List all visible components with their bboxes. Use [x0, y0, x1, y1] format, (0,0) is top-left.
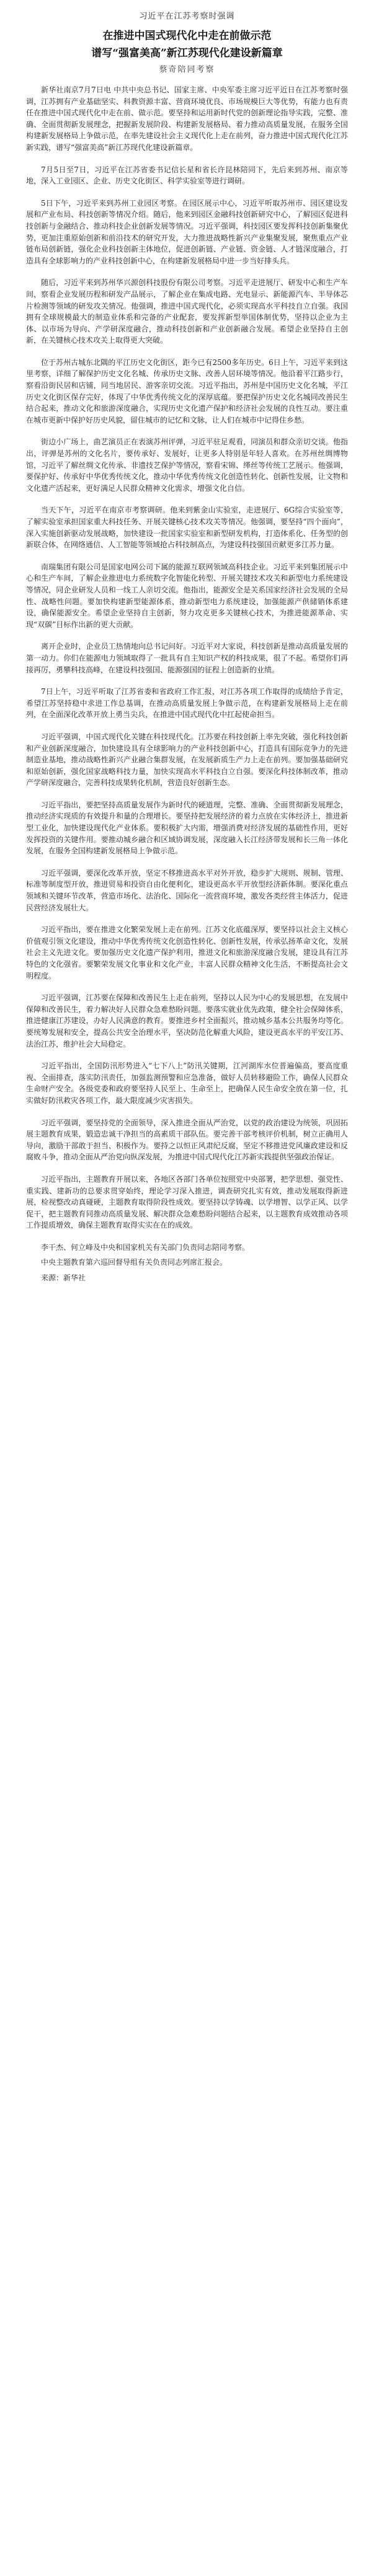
paragraph: 7月5日至7日，习近平在江苏省委书记信长星和省长许昆林陪同下，先后来到苏州、南京等地，深入工业园区、企业、历史文化街区、科学实验室等进行调研。 — [26, 165, 348, 186]
paragraph: 习近平指出，要在推进文化繁荣发展上走在前列。江苏文化底蕴深厚，要坚持以社会主义核心价值观引领文化建设，推动中华优秀传统文化创造性转化、创新性发展，传承弘扬革命文化，发展社会主义先进文化。要加强历史文化遗产保护利用，推进文化和旅游深度融合发展，建设具有江苏特色的文化强省。要繁荣发展文化事业和文化产业，丰富人民群众精神文化生活，不断提高社会文明程度。 — [26, 925, 348, 980]
paragraph: 习近平强调，要深化改革开放，坚定不移推进高水平对外开放，稳步扩大规则、规制、管理、标准等制度型开放，推进贸易和投资自由化便利化，建设更高水平开放型经济新体制。要深化重点领域和关键环节改革，营造市场化、法治化、国际化一流营商环境，激发各类经营主体活力，促进民营经济发展壮大。 — [26, 868, 348, 912]
article-source: 来源：新华社 — [41, 1273, 86, 1283]
article-body — [26, 84, 348, 1284]
article-byline: 蔡奇陪同考察 — [159, 65, 215, 74]
paragraph: 随后，习近平来到苏州华兴源创科技股份有限公司考察。习近平走进展厅、研发中心和生产车间，察看企业发展历程和研发产品展示，了解企业在集成电路、光电显示、新能源汽车、半导体芯片检测等领域的研发攻关情况。他强调，推进中国式现代化，必须实现高水平科技自立自强。我国拥有全球规模最大的制造业体系和完备的产业配套，要发挥新型举国体制优势，坚持以企业为主体、以市场为导向、产学研深度融合，推动科技创新和产业创新融合发展。希望企业坚持自主创新，在关键核心技术攻关上取得更大突破。 — [26, 278, 348, 345]
paragraph: 习近平强调，江苏要在保障和改善民生上走在前列，坚持以人民为中心的发展思想，在发展中保障和改善民生，着力解决好人民群众急难愁盼问题。要落实就业优先政策，健全社会保障体系，推进健康江苏建设，办好人民满意的教育。要推进乡村全面振兴，推动城乡基本公共服务均等化。要统筹发展和安全，提高公共安全治理水平，坚决防范化解重大风险，建设更高水平的平安江苏、法治江苏，维护社会大局稳定。 — [26, 993, 348, 1048]
paragraph: 当天下午，习近平在南京市考察调研。他来到紫金山实验室，走进展厅、6G综合实验室等，了解实验室承担国家重大科技任务、开展关键核心技术攻关等情况。他强调，要坚持“四个面向”，深入实施创新驱动发展战略，加快建设一批国家实验室和新型研发机构，打造体系化、任务型的创新联合体，在网络通信、人工智能等领域抢占科技制高点，为建设科技强国贡献更多江苏力量。 — [26, 506, 348, 550]
article-title-line1: 在推进中国式现代化中走在前做示范 — [102, 30, 272, 42]
paragraph: 南瑞集团有限公司是国家电网公司下属的能源互联网领域高科技企业。习近平来到集团展示中心和生产车间，了解企业推进电力系统数字化智能化转型、开展关键技术攻关和新型电力系统建设等情况，同企业研发人员和一线工人亲切交流。他指出，能源安全是关系国家经济社会发展的全局性、战略性问题。要加快构建新型能源体系，推动新型电力系统建设，加强能源产供储销体系建设，确保能源安全。希望企业坚持自主创新，努力攻克更多关键核心技术，为推进能源革命、实现“双碳”目标作出新的更大贡献。 — [26, 562, 348, 629]
article-title-line2: 谱写“强富美高”新江苏现代化建设新篇章 — [91, 47, 283, 59]
paragraph: 习近平指出，要把坚持高质量发展作为新时代的硬道理，完整、准确、全面贯彻新发展理念，推动经济实现质的有效提升和量的合理增长。要坚持把发展经济的着力点放在实体经济上，推进新型工业化，加快建设现代化产业体系。要积极扩大内需，增强消费对经济发展的基础性作用，更好发挥投资的关键作用。要推动城乡融合和区域协调发展，深度融入长江经济带发展和长三角一体化发展，在服务全国构建新发展格局上争做示范。 — [26, 800, 348, 856]
paragraph: 街边小广场上，曲艺演员正在表演苏州评弹，习近平驻足观看，同演员和群众亲切交谈。他指出，评弹是苏州的文化名片，要传承好、发展好，让更多人特别是年轻人喜欢。在苏州丝绸博物馆，习近平了解丝绸文化传承、非遗技艺保护等情况，察看宋锦、缂丝等传统工艺展示。他强调，要保护好、传承好中华优秀传统文化，推动中华优秀传统文化创造性转化、创新性发展，让文物和文化遗产活起来，更好满足人民群众精神文化需求，增强文化自信。 — [26, 437, 348, 493]
article-kicker: 习近平在江苏考察时强调 — [139, 12, 235, 21]
paragraph: 位于苏州古城东北隅的平江历史文化街区，距今已有2500多年历史。6日上午，习近平来到这里考察，详细了解保护历史文化名城、传承历史文脉、改善人居环境等情况。他沿着平江路步行，察看沿街民居和店铺，同当地居民、游客亲切交流。习近平指出，苏州是中国历史文化名城，平江历史文化街区保存完好，体现了中华优秀传统文化的深厚底蕴。要把保护历史文化名城同改善民生结合起来，推动文化和旅游深度融合，实现历史文化遗产保护和经济社会发展的良性互动。要注重在城市更新中保护好历史风貌，留住城市的记忆和文脉，让人们在城市中记得住乡愁。 — [26, 358, 348, 424]
paragraph: 新华社南京7月7日电 中共中央总书记、国家主席、中央军委主席习近平近日在江苏考察时强调，江苏拥有产业基础坚实、科教资源丰富、营商环境优良、市场规模巨大等优势，有能力也有责任在推进中国式现代化中走在前、做示范。要坚持和运用新时代党的创新理论指导实践，完整、准确、全面贯彻新发展理念，把握新发展阶段、构建新发展格局、着力推动高质量发展，在服务全国构建新发展格局上争做示范，在率先建设社会主义现代化上走在前列，奋力推进中国式现代化江苏新实践，谱写“强富美高”新江苏现代化建设新篇章。 — [26, 86, 348, 152]
paragraph: 5日下午，习近平来到苏州工业园区考察。在园区展示中心，习近平听取苏州市、园区建设发展和产业布局、科技创新等情况介绍。随后，他来到园区金融科技创新研究中心，了解园区促进科技创新与金融结合、推动科技企业创新发展等情况。习近平强调，科技园区要发挥科技创新集聚优势，更加注重原始创新和前沿技术的研究开发，大力推进战略性新兴产业集聚发展，聚焦重点产业链布局创新链，强化企业科技创新主体地位，促进创新链、产业链、资金链、人才链深度融合，打造具有全球影响力的产业科技创新中心，在构建新发展格局中进一步当好排头兵。 — [26, 198, 348, 265]
paragraph: 习近平指出，主题教育开展以来，各地区各部门各单位按照党中央部署，把学思想、强党性、重实践、建新功的总要求贯穿始终，理论学习深入推进，调查研究扎实有效，推动发展取得新进展，检视整改动真碰硬，主题教育取得阶段性成效。要坚持以学铸魂、以学增智、以学正风、以学促干，把主题教育同推动高质量发展、解决群众急难愁盼问题结合起来，以主题教育成效推动各项工作提质增效，确保主题教育取得实实在在的成效。 — [26, 1174, 348, 1230]
paragraph: 习近平强调，要坚持党的全面领导，深入推进全面从严治党，以党的政治建设为统领，巩固拓展主题教育成果，锻造忠诚干净担当的高素质干部队伍。要完善干部考核评价机制，树立正确用人导向，激励干部敢于担当、积极作为。要持之以恒正风肃纪反腐，坚定不移推进党风廉政建设和反腐败斗争，推动全面从严治党向纵深发展，为推进中国式现代化江苏新实践提供坚强政治保证。 — [26, 1118, 348, 1162]
paragraph: 李干杰、何立峰及中央和国家机关有关部门负责同志陪同考察。 — [41, 1242, 250, 1252]
paragraph: 习近平强调，中国式现代化关键在科技现代化。江苏要在科技创新上率先突破，强化科技创新和产业创新深度融合，加快建设具有全球影响力的产业科技创新中心，打造具有国际竞争力的先进制造业基地，推动战略性新兴产业融合集群发展，在发展新质生产力上走在前列。要加强基础研究和原始创新，强化国家战略科技力量，加快实现高水平科技自立自强。要深化科技体制改革，推动产学研深度融合，完善科技成果转化机制，营造良好创新生态。 — [26, 732, 348, 788]
paragraph: 离开企业时，企业员工热情地向总书记问好。习近平对大家说，科技创新是推动高质量发展的第一动力。你们在能源电力领域取得了一批具有自主知识产权的科技成果，很了不起。希望你们再接再厉，勇攀科技高峰，在建设科技强国、能源强国的征程上创造新的业绩。 — [26, 642, 348, 674]
paragraph: 中央主题教育第六巡回督导组有关负责同志列席汇报会。 — [41, 1258, 228, 1267]
paragraph: 7日上午，习近平听取了江苏省委和省政府工作汇报，对江苏各项工作取得的成绩给予肯定，希望江苏坚持稳中求进工作总基调，在推动高质量发展上争做示范，在构建新发展格局上走在前列，在全面深化改革开放上勇当尖兵，在推进中国式现代化中扛起使命担当。 — [26, 687, 348, 719]
paragraph: 习近平指出，全国防汛形势进入“七下八上”防汛关键期，江河湖库水位普遍偏高，要高度重视、全面排查，落实防汛责任，加强监测预警和应急准备，做好人员转移避险工作，确保人民群众生命财产安全。各级党委和政府要坚持人民至上、生命至上，把确保人民生命安全放在第一位，扎实做好防汛救灾各项工作，最大限度减少灾害损失。 — [26, 1062, 348, 1105]
